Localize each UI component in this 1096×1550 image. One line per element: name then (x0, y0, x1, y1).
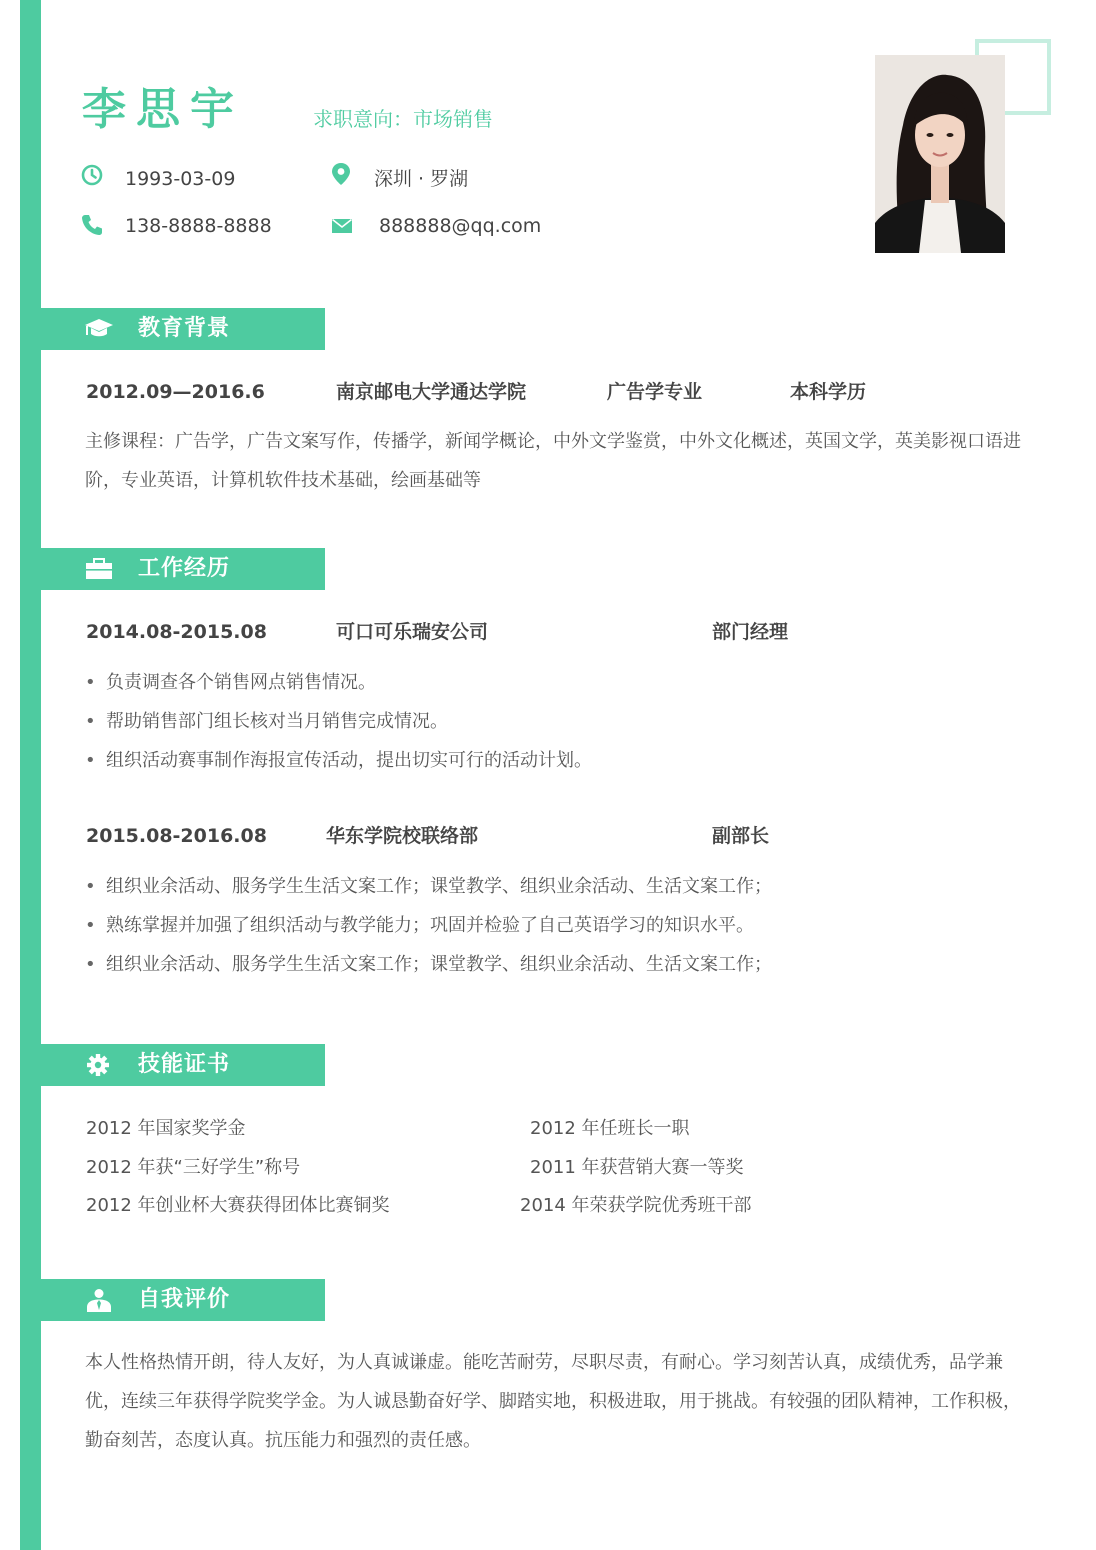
job-duties-list (85, 867, 772, 984)
job-role: 部门经理 (712, 621, 789, 643)
education-degree: 本科学历 (790, 381, 867, 403)
job-period: 2014.08-2015.08 (86, 621, 267, 643)
birthdate: 1993-03-09 (125, 168, 236, 190)
mail-icon (330, 213, 356, 239)
clock-icon (80, 163, 106, 189)
education-school: 南京邮电大学通达学院 (336, 381, 527, 403)
gear-icon (83, 1053, 115, 1077)
briefcase-icon (83, 557, 115, 581)
education-major: 广告学专业 (607, 381, 703, 403)
job-company: 华东学院校联络部 (326, 825, 479, 847)
self-eval-text: 本人性格热情开朗，待人友好，为人真诚谦虚。能吃苦耐劳，尽职尽责，有耐心。学习刻苦认真，成绩优秀，品学兼优，连续三年获得学院奖学金。为人诚恳勤奋好学、脚踏实地，积极进取，用于挑战。有较强的团队精神，工作积极，勤奋刻苦，态度认真。抗压能力和强烈的责任感。 (85, 1352, 1021, 1451)
email-address: 888888@qq.com (379, 215, 542, 237)
job-intent: 求职意向：市场销售 (313, 107, 493, 131)
certificate-item: 2012 年创业杯大赛获得团体比赛铜奖 (86, 1195, 390, 1216)
certificate-item: 2012 年获“三好学生”称号 (86, 1157, 301, 1178)
person-icon (83, 1288, 115, 1312)
graduation-cap-icon (83, 317, 115, 341)
certificate-item: 2014 年荣获学院优秀班干部 (520, 1195, 752, 1216)
education-section-title: 教育背景 (138, 316, 231, 341)
phone-number: 138-8888-8888 (125, 215, 272, 237)
profile-photo (875, 55, 1005, 253)
certificate-item: 2012 年任班长一职 (530, 1118, 690, 1139)
candidate-name: 李思宇 (82, 84, 244, 135)
certificate-item: 2012 年国家奖学金 (86, 1118, 246, 1139)
certificate-item: 2011 年获营销大赛一等奖 (530, 1157, 744, 1178)
self-eval-section-header (41, 1279, 325, 1321)
work-section-header (41, 548, 325, 590)
education-courses: 主修课程：广告学，广告文案写作，传播学，新闻学概论，中外文学鉴赏，中外文化概述，英国文学，英美影视口语进阶，专业英语，计算机软件技术基础，绘画基础等 (85, 431, 1021, 491)
skills-section-header (41, 1044, 325, 1086)
work-section-title: 工作经历 (138, 556, 231, 581)
job-company: 可口可乐瑞安公司 (336, 621, 489, 643)
education-section-header (41, 308, 325, 350)
side-accent-bar (20, 0, 41, 1550)
list-item: • 组织活动赛事制作海报宣传活动，提出切实可行的活动计划。 (85, 741, 592, 780)
list-item: • 组织业余活动、服务学生生活文案工作；课堂教学、组织业余活动、生活文案工作； (85, 945, 772, 984)
job-duties-list (85, 663, 592, 780)
location-pin-icon (328, 161, 354, 187)
list-item: • 熟练掌握并加强了组织活动与教学能力；巩固并检验了自己英语学习的知识水平。 (85, 906, 772, 945)
list-item: • 组织业余活动、服务学生生活文案工作；课堂教学、组织业余活动、生活文案工作； (85, 867, 772, 906)
phone-icon (80, 212, 106, 238)
education-period: 2012.09—2016.6 (86, 381, 265, 403)
list-item: • 帮助销售部门组长核对当月销售完成情况。 (85, 702, 592, 741)
skills-section-title: 技能证书 (138, 1052, 231, 1077)
job-period: 2015.08-2016.08 (86, 825, 267, 847)
list-item: • 负责调查各个销售网点销售情况。 (85, 663, 592, 702)
self-eval-section-title: 自我评价 (138, 1287, 231, 1312)
location: 深圳 · 罗湖 (374, 168, 469, 190)
job-role: 副部长 (712, 825, 770, 847)
